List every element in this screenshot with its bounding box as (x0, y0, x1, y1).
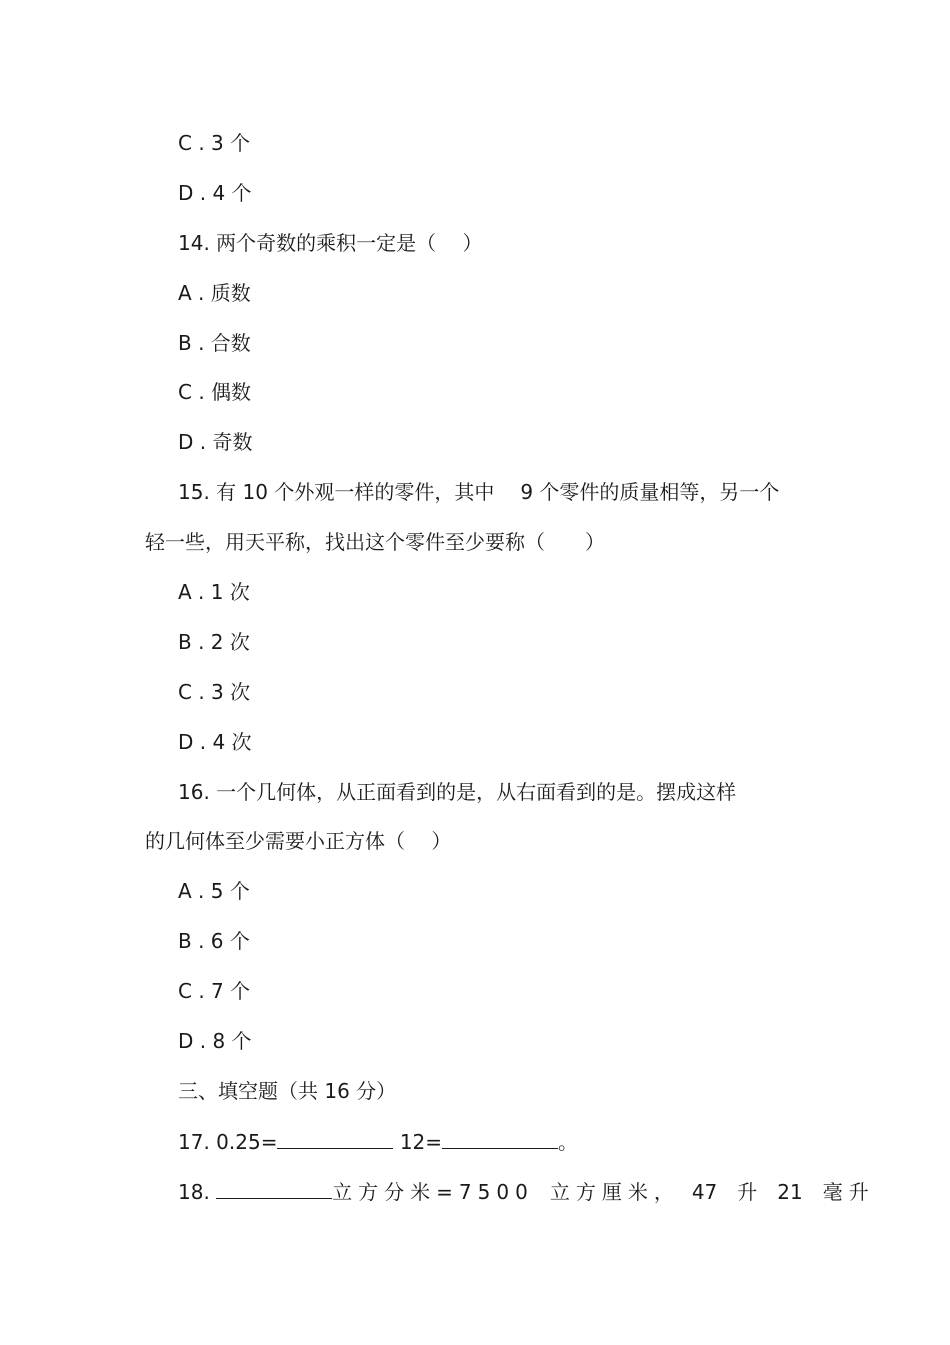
question-15-part2: 9 个零件的质量相等，另一个 (520, 480, 780, 504)
option-d-q16: D . 8 个 (178, 1029, 252, 1053)
option-a-q15: A . 1 次 (178, 580, 250, 604)
question-15-continued: 轻一些，用天平称，找出这个零件至少要称（ ） (145, 530, 605, 554)
question-17 (178, 1128, 578, 1155)
answer-blank[interactable] (442, 1128, 558, 1149)
question-18-text2: 立方厘米， (549, 1180, 680, 1204)
question-17-mid: 12= (399, 1130, 443, 1154)
question-15 (178, 479, 779, 505)
question-18 (178, 1178, 875, 1205)
option-b-q15: B . 2 次 (178, 630, 250, 654)
question-18-prefix: 18. (178, 1180, 210, 1204)
option-d-q14: D . 奇数 (178, 430, 253, 454)
option-c-q13: C . 3 个 (178, 131, 251, 155)
option-a-q14: A . 质数 (178, 281, 251, 305)
option-d-q15: D . 4 次 (178, 730, 252, 754)
option-c-q14: C . 偶数 (178, 380, 252, 404)
option-b-q16: B . 6 个 (178, 929, 250, 953)
answer-blank[interactable] (277, 1128, 393, 1149)
option-b-q14: B . 合数 (178, 331, 251, 355)
question-17-prefix: 17. 0.25= (178, 1130, 278, 1154)
question-17-end: 。 (558, 1130, 579, 1154)
option-c-q15: C . 3 次 (178, 680, 251, 704)
question-18-text3: 47 (691, 1180, 718, 1204)
question-14: 14. 两个奇数的乘积一定是（ ） (178, 231, 483, 255)
answer-blank[interactable] (216, 1178, 332, 1199)
section-heading-fill-blank: 三、填空题（共 16 分） (178, 1079, 397, 1103)
question-18-text1: 立方分米=7500 (332, 1180, 534, 1204)
question-18-text4: 升 (737, 1180, 758, 1204)
question-16-continued: 的几何体至少需要小正方体（ ） (145, 829, 452, 853)
question-15-part1: 15. 有 10 个外观一样的零件，其中 (178, 480, 495, 504)
option-c-q16: C . 7 个 (178, 979, 251, 1003)
option-a-q16: A . 5 个 (178, 879, 250, 903)
question-18-text6: 毫升 (822, 1180, 875, 1204)
question-18-text5: 21 (777, 1180, 803, 1204)
option-d-q13: D . 4 个 (178, 181, 252, 205)
question-16: 16. 一个几何体，从正面看到的是，从右面看到的是。摆成这样 (178, 780, 737, 804)
